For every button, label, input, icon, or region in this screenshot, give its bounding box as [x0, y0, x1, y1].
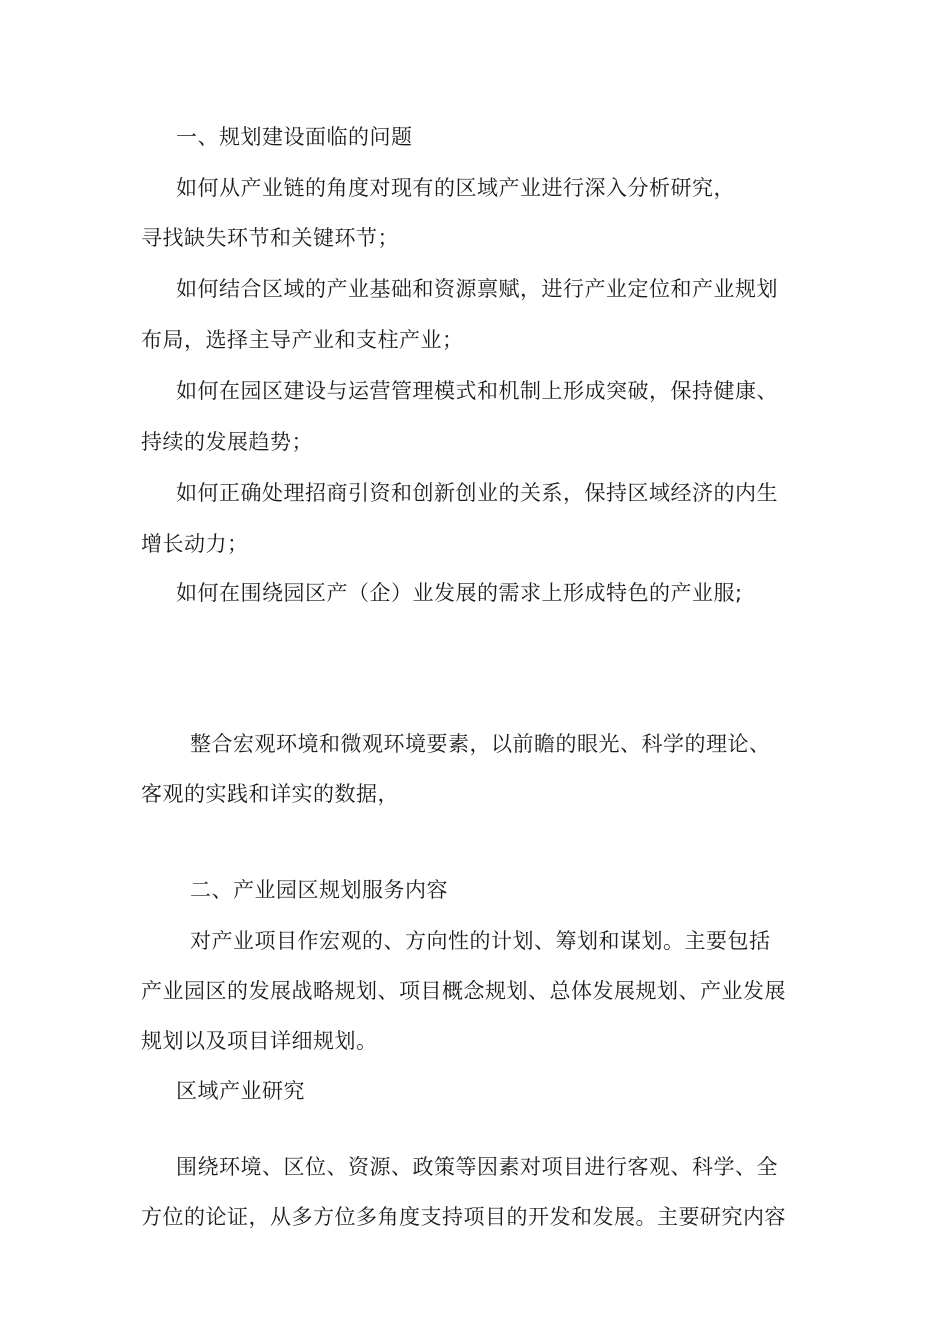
paragraph-line: 寻找缺失环节和关键环节； — [141, 226, 399, 250]
paragraph-line: 客观的实践和详实的数据， — [141, 782, 399, 806]
paragraph-line: 产业园区的发展战略规划、项目概念规划、总体发展规划、产业发展 — [141, 979, 786, 1003]
paragraph-line: 如何正确处理招商引资和创新创业的关系，保持区域经济的内生 — [176, 481, 778, 505]
paragraph-line: 如何结合区域的产业基础和资源禀赋，进行产业定位和产业规划 — [176, 277, 778, 301]
paragraph-line: 方位的论证，从多方位多角度支持项目的开发和发展。主要研究内容 — [141, 1205, 786, 1229]
paragraph-line: 如何从产业链的角度对现有的区域产业进行深入分析研究， — [176, 176, 735, 200]
section2-heading: 二、产业园区规划服务内容 — [190, 878, 448, 902]
paragraph-line: 持续的发展趋势； — [141, 430, 313, 454]
paragraph-line: 如何在围绕园区产（企）业发展的需求上形成特色的产业服; — [176, 581, 743, 605]
paragraph-line: 增长动力； — [141, 532, 249, 556]
paragraph-line: 如何在园区建设与运营管理模式和机制上形成突破，保持健康、 — [176, 379, 778, 403]
paragraph-line: 布局，选择主导产业和支柱产业； — [141, 328, 464, 352]
paragraph-line: 围绕环境、区位、资源、政策等因素对项目进行客观、科学、全 — [176, 1155, 778, 1179]
section1-heading: 一、规划建设面临的问题 — [176, 125, 413, 149]
paragraph-line: 规划以及项目详细规划。 — [141, 1029, 378, 1053]
paragraph-line: 整合宏观环境和微观环境要素，以前瞻的眼光、科学的理论、 — [190, 732, 771, 756]
paragraph-line: 对产业项目作宏观的、方向性的计划、筹划和谋划。主要包括 — [190, 929, 771, 953]
subheading: 区域产业研究 — [176, 1079, 305, 1103]
